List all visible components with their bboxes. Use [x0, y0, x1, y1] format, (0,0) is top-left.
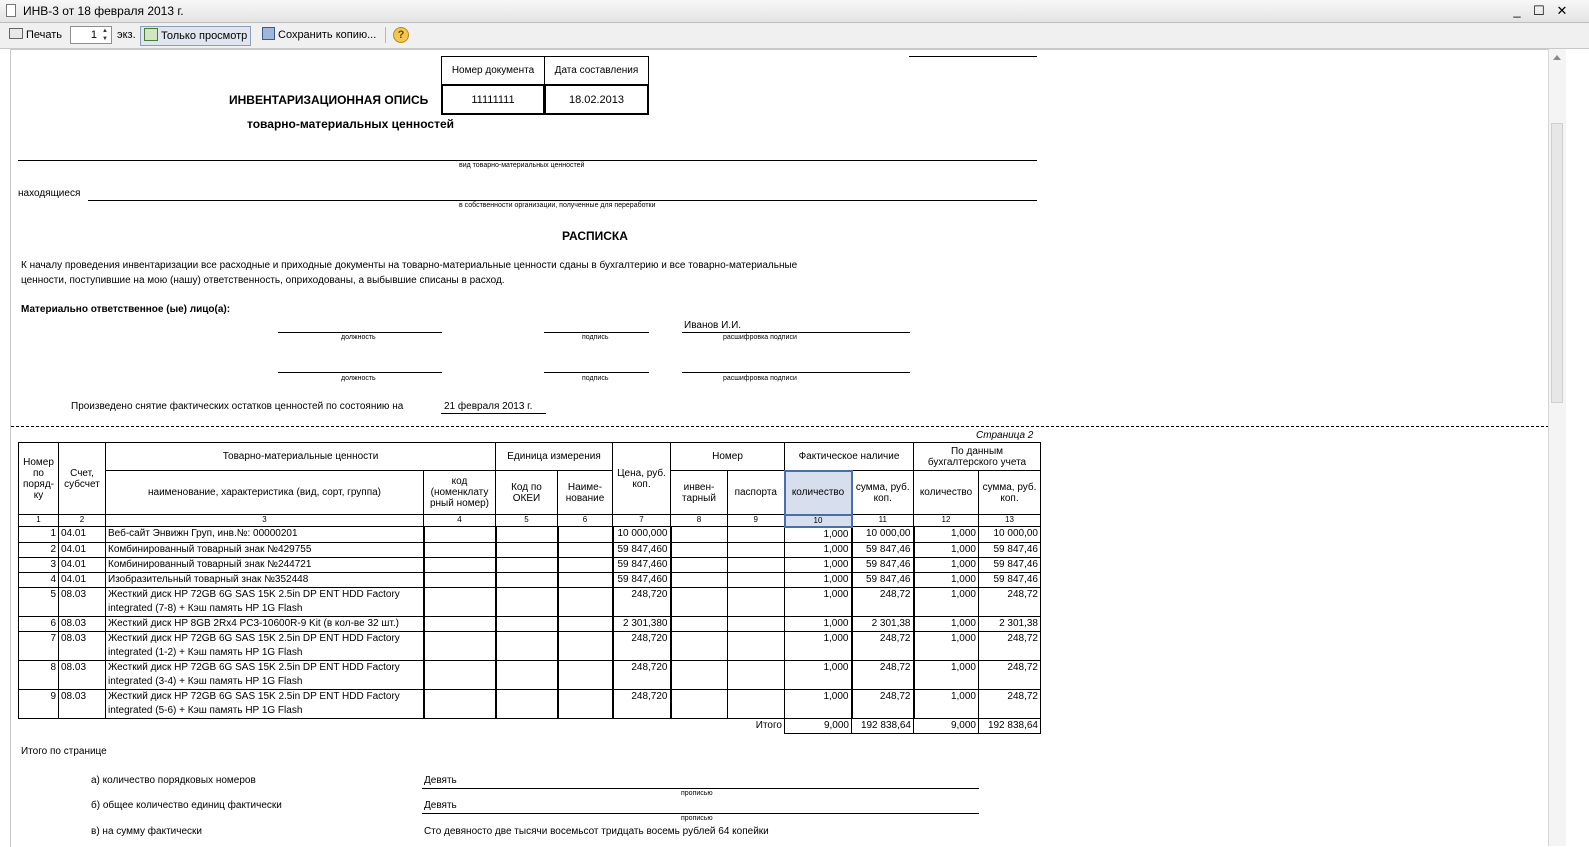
window-title-bar: [0, 0, 1589, 23]
position-caption-2: должность: [341, 375, 376, 382]
footer-a-line: [422, 788, 979, 789]
account-cell: 04.01: [59, 557, 106, 572]
account-cell: 08.03: [59, 631, 106, 660]
row-number-cell: 9: [19, 689, 59, 718]
header-num: Номер по поряд-ку: [19, 443, 59, 515]
left-gutter: [0, 49, 9, 846]
column-number-cell: 1: [19, 515, 59, 527]
footer-b-label: б) общее количество единиц фактически: [91, 800, 282, 811]
sum2-cell: 59 847,46: [979, 542, 1041, 557]
position-line-1: [278, 332, 442, 333]
passport-cell: [728, 631, 785, 660]
header-qty-selected-cell[interactable]: количество: [785, 471, 852, 515]
table-row: [19, 660, 1041, 689]
qty-cell: 1,000: [785, 557, 852, 572]
qty-cell: 1,000: [785, 527, 852, 543]
copies-spinner-icon[interactable]: ▲ ▼: [102, 28, 108, 42]
column-number-cell: 9: [728, 515, 785, 527]
code-cell: [424, 660, 496, 689]
sum2-cell: 10 000,00: [979, 527, 1041, 543]
passport-cell: [728, 527, 785, 543]
sum2-cell: 59 847,46: [979, 557, 1041, 572]
table-row: [19, 572, 1041, 587]
okei-cell: [496, 689, 558, 718]
footer-a-value: Девять: [424, 775, 457, 786]
header-price: Цена, руб. коп.: [613, 443, 671, 515]
total-sum: 192 838,64: [852, 718, 914, 733]
column-number-cell: 10: [785, 515, 852, 527]
total-row: [19, 718, 1041, 733]
position-caption-1: должность: [341, 334, 376, 341]
total-qty: 9,000: [785, 718, 852, 733]
row-number-cell: 7: [19, 631, 59, 660]
header-sum: сумма, руб. коп.: [852, 471, 914, 515]
okei-cell: [496, 572, 558, 587]
scroll-up-icon[interactable]: [1553, 55, 1561, 60]
footer-b-line: [422, 813, 979, 814]
sum-cell: 248,72: [852, 660, 914, 689]
column-numbers-row: [19, 515, 1041, 527]
unit-name-cell: [558, 572, 613, 587]
header-unit: Единица измерения: [496, 443, 613, 471]
qty-cell: 1,000: [785, 587, 852, 616]
header-unitname: Наиме-нование: [558, 471, 613, 515]
passport-cell: [728, 587, 785, 616]
help-icon[interactable]: ?: [393, 27, 409, 43]
qty2-cell: 1,000: [914, 631, 979, 660]
price-cell: 248,720: [613, 631, 671, 660]
code-cell: [424, 527, 496, 543]
signature-caption-2: подпись: [582, 375, 609, 382]
account-cell: 04.01: [59, 527, 106, 543]
table-body: [19, 527, 1041, 719]
footer-b-caption: прописью: [681, 815, 713, 822]
row-number-cell: 4: [19, 572, 59, 587]
header-qty2: количество: [914, 471, 979, 515]
doc-number-header: Номер документа: [441, 56, 545, 85]
unit-name-cell: [558, 631, 613, 660]
qty2-cell: 1,000: [914, 660, 979, 689]
okei-cell: [496, 587, 558, 616]
okei-cell: [496, 631, 558, 660]
code-cell: [424, 557, 496, 572]
located-line: [88, 200, 1037, 201]
signature-line-1: [544, 332, 649, 333]
price-cell: 248,720: [613, 660, 671, 689]
receipt-text-line2: ценности, поступившие на мою (нашу) ответственность, оприходованы, а выбывшие списаны в расход.: [21, 275, 505, 286]
doc-number-value: 11111111: [441, 84, 545, 115]
price-cell: 59 847,460: [613, 572, 671, 587]
report-area: [0, 49, 1589, 846]
unit-name-cell: [558, 660, 613, 689]
inventory-number-cell: [671, 616, 728, 631]
table-row: [19, 587, 1041, 616]
account-cell: 04.01: [59, 542, 106, 557]
inventory-number-cell: [671, 660, 728, 689]
page-total-label: Итого по странице: [21, 746, 107, 757]
printer-icon: [9, 28, 23, 39]
decoding-caption-1: расшифровка подписи: [723, 334, 797, 341]
close-button[interactable]: ✕: [1556, 3, 1568, 18]
price-cell: 248,720: [613, 689, 671, 718]
table-row: [19, 542, 1041, 557]
inventory-number-cell: [671, 572, 728, 587]
passport-cell: [728, 542, 785, 557]
removal-text: Произведено снятие фактических остатков ценностей по состоянию на: [71, 401, 404, 412]
doc-date-header: Дата составления: [544, 56, 649, 85]
okei-cell: [496, 616, 558, 631]
position-line-2: [278, 372, 442, 373]
type-line: [18, 160, 1037, 161]
located-label: находящиеся: [18, 188, 81, 199]
save-copy-button[interactable]: [259, 26, 379, 44]
name-cell: Веб-сайт Энвижн Груп, инв.№: 00000201: [106, 527, 424, 543]
qty2-cell: 1,000: [914, 616, 979, 631]
unit-name-cell: [558, 557, 613, 572]
qty-cell: 1,000: [785, 616, 852, 631]
okei-cell: [496, 557, 558, 572]
column-number-cell: 5: [496, 515, 558, 527]
footer-b-value: Девять: [424, 800, 457, 811]
okei-cell: [496, 660, 558, 689]
table-row: [19, 527, 1041, 543]
copies-unit-label: экз.: [117, 29, 136, 41]
account-cell: 08.03: [59, 587, 106, 616]
name-cell: Жесткий диск HP 72GB 6G SAS 15K 2.5in DP ENT HDD Factory integrated (3-4) + Кэш память HP 1G Flash: [106, 660, 424, 689]
total-sum2: 192 838,64: [979, 718, 1041, 733]
passport-cell: [728, 660, 785, 689]
sum2-cell: 248,72: [979, 689, 1041, 718]
doc-date-value: 18.02.2013: [544, 84, 649, 115]
passport-cell: [728, 689, 785, 718]
header-actual: Фактическое наличие: [785, 443, 914, 471]
unit-name-cell: [558, 616, 613, 631]
decoding-caption-2: расшифровка подписи: [723, 375, 797, 382]
name-cell: Жесткий диск HP 72GB 6G SAS 15K 2.5in DP ENT HDD Factory integrated (7-8) + Кэш память HP 1G Flash: [106, 587, 424, 616]
unit-name-cell: [558, 689, 613, 718]
header-number: Номер: [671, 443, 785, 471]
print-label: Печать: [26, 29, 63, 41]
qty2-cell: 1,000: [914, 587, 979, 616]
page-break-line: [11, 426, 1549, 427]
sum2-cell: 248,72: [979, 660, 1041, 689]
account-cell: 08.03: [59, 616, 106, 631]
header-inv: инвен-тарный: [671, 471, 728, 515]
doc-subtitle: товарно-материальных ценностей: [247, 117, 454, 131]
code-cell: [424, 616, 496, 631]
save-copy-label: Сохранить копию...: [278, 29, 377, 41]
view-only-toggle[interactable]: [140, 26, 251, 46]
column-number-cell: 11: [852, 515, 914, 527]
owner-caption: в собственности организации, полученные для переработки: [459, 202, 656, 209]
name-cell: Комбинированный товарный знак №244721: [106, 557, 424, 572]
footer-a-label: а) количество порядковых номеров: [91, 775, 256, 786]
row-number-cell: 5: [19, 587, 59, 616]
sum-cell: 59 847,46: [852, 557, 914, 572]
header-code: код (номенклату рный номер): [424, 471, 496, 515]
total-qty2: 9,000: [914, 718, 979, 733]
header-name: наименование, характеристика (вид, сорт, группа): [106, 471, 424, 515]
header-books: По данным бухгалтерского учета: [914, 443, 1041, 471]
column-number-cell: 8: [671, 515, 728, 527]
column-number-cell: 7: [613, 515, 671, 527]
qty2-cell: 1,000: [914, 527, 979, 543]
top-line: [909, 56, 1037, 57]
column-number-cell: 2: [59, 515, 106, 527]
minimize-button[interactable]: _: [1513, 3, 1521, 18]
header-sum2: сумма, руб. коп.: [979, 471, 1041, 515]
row-number-cell: 2: [19, 542, 59, 557]
qty-cell: 1,000: [785, 572, 852, 587]
qty2-cell: 1,000: [914, 572, 979, 587]
header-okei: Код по ОКЕИ: [496, 471, 558, 515]
spreadsheet-document: [10, 49, 1549, 847]
name-cell: Изобразительный товарный знак №352448: [106, 572, 424, 587]
decoding-line-2: [682, 372, 910, 373]
qty2-cell: 1,000: [914, 557, 979, 572]
signature-line-2: [544, 372, 649, 373]
row-number-cell: 1: [19, 527, 59, 543]
qty-cell: 1,000: [785, 689, 852, 718]
column-number-cell: 3: [106, 515, 424, 527]
sum-cell: 248,72: [852, 689, 914, 718]
toolbar: [0, 23, 1589, 49]
type-caption: вид товарно-материальных ценностей: [459, 162, 585, 169]
view-only-icon: [144, 28, 158, 41]
sum-cell: 2 301,38: [852, 616, 914, 631]
price-cell: 248,720: [613, 587, 671, 616]
sum-cell: 59 847,46: [852, 542, 914, 557]
passport-cell: [728, 572, 785, 587]
name-cell: Комбинированный товарный знак №429755: [106, 542, 424, 557]
column-number-cell: 4: [424, 515, 496, 527]
sum2-cell: 59 847,46: [979, 572, 1041, 587]
footer-v-label: в) на сумму фактически: [91, 826, 202, 837]
removal-date-line: [441, 413, 546, 414]
removal-date: 21 февраля 2013 г.: [444, 401, 533, 412]
name-cell: Жесткий диск HP 72GB 6G SAS 15K 2.5in DP ENT HDD Factory integrated (5-6) + Кэш память HP 1G Flash: [106, 689, 424, 718]
inventory-number-cell: [671, 689, 728, 718]
sum2-cell: 248,72: [979, 587, 1041, 616]
price-cell: 10 000,000: [613, 527, 671, 543]
qty-cell: 1,000: [785, 660, 852, 689]
account-cell: 04.01: [59, 572, 106, 587]
column-number-cell: 6: [558, 515, 613, 527]
qty-cell: 1,000: [785, 542, 852, 557]
responsible-label: Материально ответственное (ые) лицо(а):: [21, 304, 231, 315]
copies-input[interactable]: 1: [70, 26, 112, 44]
signature-caption-1: подпись: [582, 334, 609, 341]
code-cell: [424, 689, 496, 718]
inventory-number-cell: [671, 557, 728, 572]
sum2-cell: 2 301,38: [979, 616, 1041, 631]
doc-title: ИНВЕНТАРИЗАЦИОННАЯ ОПИСЬ: [229, 93, 429, 107]
decoding-line-1: [682, 332, 910, 333]
floppy-disk-icon: [262, 27, 275, 40]
sum-cell: 10 000,00: [852, 527, 914, 543]
sum-cell: 59 847,46: [852, 572, 914, 587]
unit-name-cell: [558, 527, 613, 543]
header-goods: Товарно-материальные ценности: [106, 443, 496, 471]
sum2-cell: 248,72: [979, 631, 1041, 660]
code-cell: [424, 631, 496, 660]
inventory-table: [18, 442, 1041, 734]
responsible-name: Иванов И.И.: [684, 320, 742, 331]
code-cell: [424, 542, 496, 557]
table-row: [19, 557, 1041, 572]
footer-v-value: Сто девяносто две тысячи восемьсот тридцать восемь рублей 64 копейки: [424, 826, 769, 837]
price-cell: 59 847,460: [613, 542, 671, 557]
name-cell: Жесткий диск HP 8GB 2Rx4 PC3-10600R-9 Kit (в кол-ве 32 шт.): [106, 616, 424, 631]
sum-cell: 248,72: [852, 631, 914, 660]
table-row: [19, 616, 1041, 631]
footer-a-caption: прописью: [681, 790, 713, 797]
receipt-title: РАСПИСКА: [562, 229, 628, 243]
inventory-number-cell: [671, 527, 728, 543]
code-cell: [424, 572, 496, 587]
qty2-cell: 1,000: [914, 542, 979, 557]
scroll-thumb[interactable]: [1551, 123, 1563, 403]
window-title: ИНВ-3 от 18 февраля 2013 г.: [23, 4, 184, 18]
passport-cell: [728, 616, 785, 631]
unit-name-cell: [558, 587, 613, 616]
inventory-number-cell: [671, 631, 728, 660]
passport-cell: [728, 557, 785, 572]
maximize-button[interactable]: ☐: [1533, 3, 1545, 18]
sum-cell: 248,72: [852, 587, 914, 616]
inventory-number-cell: [671, 587, 728, 616]
qty2-cell: 1,000: [914, 689, 979, 718]
unit-name-cell: [558, 542, 613, 557]
header-account: Счет, субсчет: [59, 443, 106, 515]
okei-cell: [496, 542, 558, 557]
account-cell: 08.03: [59, 660, 106, 689]
view-only-label: Только просмотр: [161, 30, 248, 42]
print-button[interactable]: [6, 26, 65, 44]
table-row: [19, 631, 1041, 660]
price-cell: 59 847,460: [613, 557, 671, 572]
toolbar-separator: [385, 27, 386, 43]
table-row: [19, 689, 1041, 718]
column-number-cell: 12: [914, 515, 979, 527]
inventory-number-cell: [671, 542, 728, 557]
header-passport: паспорта: [728, 471, 785, 515]
total-label: Итого: [755, 719, 782, 731]
row-number-cell: 8: [19, 660, 59, 689]
column-number-cell: 13: [979, 515, 1041, 527]
price-cell: 2 301,380: [613, 616, 671, 631]
qty-cell: 1,000: [785, 631, 852, 660]
vertical-scrollbar[interactable]: [1548, 49, 1566, 846]
account-cell: 08.03: [59, 689, 106, 718]
code-cell: [424, 587, 496, 616]
document-icon: [6, 4, 16, 17]
row-number-cell: 3: [19, 557, 59, 572]
name-cell: Жесткий диск HP 72GB 6G SAS 15K 2.5in DP ENT HDD Factory integrated (1-2) + Кэш память HP 1G Flash: [106, 631, 424, 660]
okei-cell: [496, 527, 558, 543]
receipt-text-line1: К началу проведения инвентаризации все расходные и приходные документы на товарно-материальные ценности сданы в бухгалтерию и все товарно-материальные: [21, 260, 798, 271]
row-number-cell: 6: [19, 616, 59, 631]
page-label: Страница 2: [976, 430, 1034, 441]
